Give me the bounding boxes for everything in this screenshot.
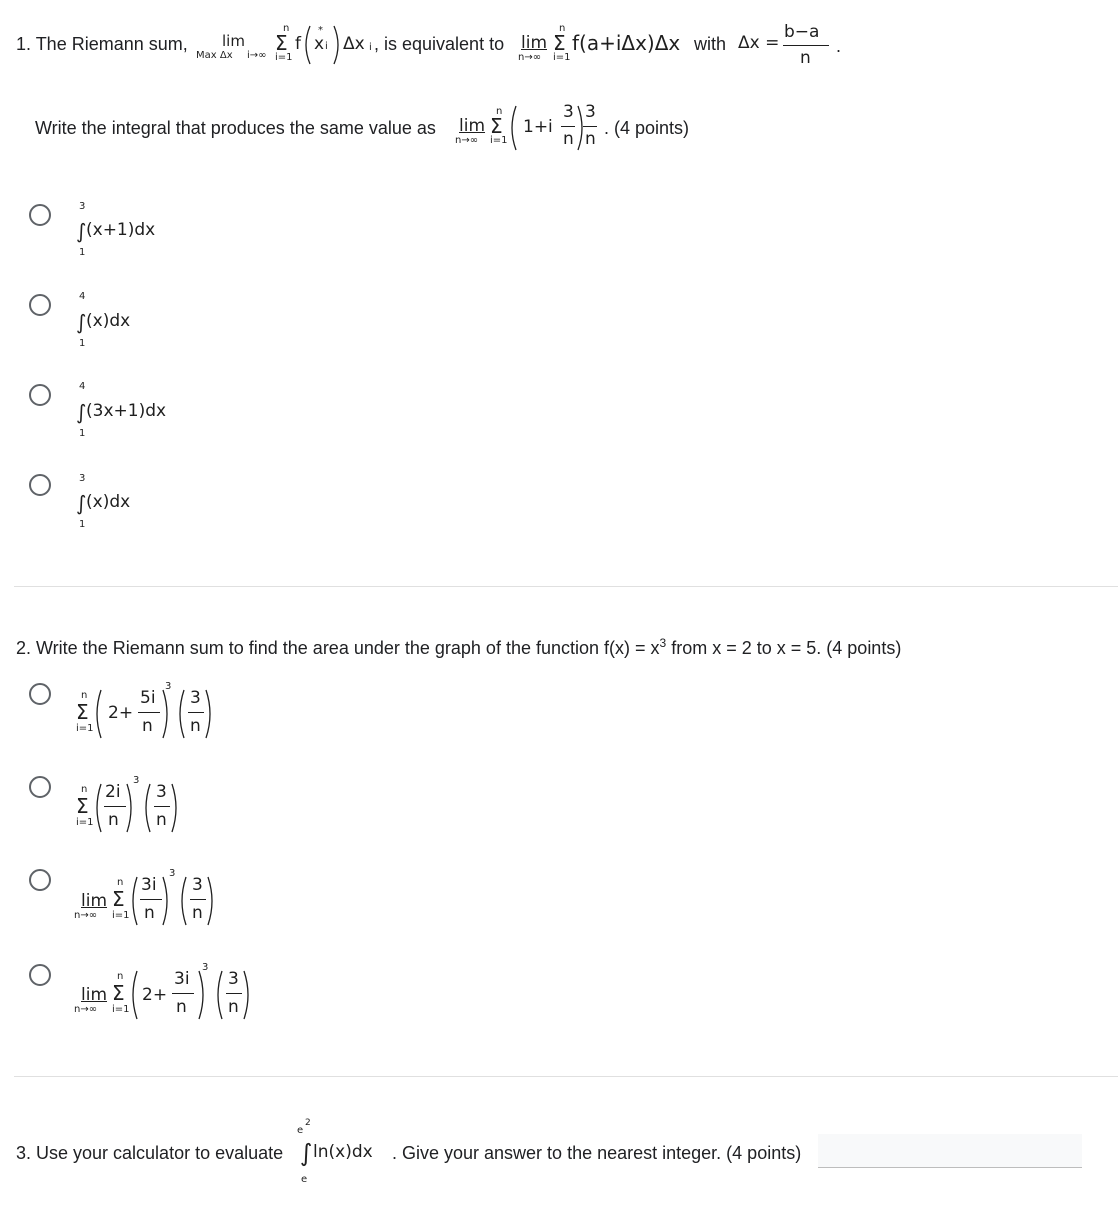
q2-option-4-num: 3i — [174, 969, 190, 989]
q1-sum-index: i=1 — [275, 52, 293, 63]
q2-option-3-lim-sub: n→∞ — [74, 910, 98, 921]
q1-option-4-radio[interactable] — [29, 474, 51, 496]
q1-option-4-integrand: (x)dx — [86, 492, 131, 512]
q2-option-4-n: n — [117, 971, 124, 982]
q2-option-1-den: n — [142, 716, 153, 736]
q2-option-2-sigma: Σ — [76, 794, 89, 818]
q2-option-1-bar — [138, 712, 160, 713]
q2-option-4-pow: 3 — [202, 962, 209, 973]
q2-option-2-wbar — [154, 806, 170, 807]
q1-lim2-sub: n→∞ — [518, 52, 542, 63]
q3-text-before: 3. Use your calculator to evaluate — [16, 1143, 284, 1163]
q1-frac-num: b−a — [784, 22, 820, 42]
q2-option-4-den: n — [176, 997, 187, 1017]
q1-max-label: Max Δx — [196, 50, 233, 61]
q2-option-4-wbar — [226, 993, 242, 994]
q1-with-text: with — [694, 34, 727, 54]
q1-x: x — [314, 34, 325, 54]
q1-option-1-integral-sign: ∫ — [76, 219, 87, 243]
q2-option-2-bar — [104, 806, 126, 807]
q2-option-4-wden: n — [228, 997, 239, 1017]
q1-sum2-n: n — [559, 23, 566, 34]
q1-option-3-lower: 1 — [79, 428, 86, 439]
q1-points: . (4 points) — [604, 118, 690, 138]
q2-option-1-pow: 3 — [165, 681, 172, 692]
q1-sum-sigma: Σ — [275, 31, 288, 55]
q1-lim2-label: lim — [521, 33, 548, 53]
q2-option-2-index: i=1 — [76, 817, 94, 828]
q3-integral-sign: ∫ — [300, 1139, 313, 1167]
q1-dx-eq: Δx = — [738, 33, 780, 53]
q2-option-3-sigma: Σ — [112, 887, 125, 911]
q2-option-4-sigma: Σ — [112, 981, 125, 1005]
q2-option-4-index: i=1 — [112, 1004, 130, 1015]
q2-option-1-num: 5i — [140, 688, 156, 708]
q1-option-3-radio[interactable] — [29, 384, 51, 406]
q1-frac-bar — [783, 45, 829, 46]
q1-frac-den: n — [800, 48, 811, 68]
q3-upper-exp: 2 — [305, 1118, 311, 1128]
q1-f-letter: f — [295, 34, 301, 54]
q2-option-3-wnum: 3 — [192, 875, 203, 895]
q1-option-3-integrand: (3x+1)dx — [86, 401, 167, 421]
q1-expr: f(a+iΔx)Δx — [572, 31, 681, 55]
q2-prompt — [16, 637, 901, 657]
q3-upper: e — [297, 1125, 304, 1136]
q1-option-1-upper: 3 — [79, 201, 86, 212]
q1-dx: Δx — [343, 34, 365, 54]
q2-option-1-sigma: Σ — [76, 700, 89, 724]
q1-sum2-sigma: Σ — [553, 31, 566, 55]
q1-sum3-sigma: Σ — [490, 114, 503, 138]
q2-option-3-bar — [140, 899, 162, 900]
divider-1 — [14, 586, 1118, 587]
q2-option-3-den: n — [144, 903, 155, 923]
q3-integrand: ln(x)dx — [313, 1142, 373, 1162]
q2-option-3-index: i=1 — [112, 910, 130, 921]
q1-option-2-upper: 4 — [79, 291, 86, 302]
q1-option-2-lower: 1 — [79, 338, 86, 349]
q1-frac3-bar — [561, 126, 575, 127]
q1-option-1-integrand: (x+1)dx — [86, 220, 156, 240]
q1-dx-sub: i — [369, 42, 372, 53]
q2-option-4-radio[interactable] — [29, 964, 51, 986]
q2-option-1-wnum: 3 — [190, 688, 201, 708]
q2-option-2-n: n — [81, 784, 88, 795]
q1-frac3b-bar — [583, 126, 597, 127]
q2-option-1-wden: n — [190, 716, 201, 736]
q1-sum3-index: i=1 — [490, 135, 508, 146]
q2-option-3-wbar — [190, 899, 206, 900]
q1-option-1-radio[interactable] — [29, 204, 51, 226]
q3-lower: e — [301, 1174, 308, 1185]
q1-option-4-integral-sign: ∫ — [76, 491, 87, 515]
q1-one-plus-i: 1+i — [523, 117, 553, 137]
q1-lim3-sub: n→∞ — [455, 135, 479, 146]
q1-mid-text: , is equivalent to — [374, 34, 505, 54]
q2-option-3-num: 3i — [141, 875, 157, 895]
q2-text-before: 2. Write the Riemann sum to find the area under the graph of the function f(x) = x — [16, 638, 660, 658]
q1-option-4-lower: 1 — [79, 519, 86, 530]
q1-star: * — [318, 25, 323, 36]
q1-frac3b-den: n — [585, 129, 596, 149]
q1-lim-label: lim — [222, 32, 245, 50]
q2-option-2-den: n — [108, 810, 119, 830]
q1-option-1-lower: 1 — [79, 247, 86, 258]
q1-max-arrow: i→∞ — [247, 50, 267, 61]
q2-option-2-wden: n — [156, 810, 167, 830]
q1-option-2-radio[interactable] — [29, 294, 51, 316]
q1-lim3-label: lim — [459, 116, 486, 136]
q2-text-after: from x = 2 to x = 5. (4 points) — [666, 638, 902, 658]
q2-option-3-wden: n — [192, 903, 203, 923]
q2-option-4-bar — [172, 993, 194, 994]
q2-option-4-wnum: 3 — [228, 969, 239, 989]
q1-sum-n: n — [283, 23, 290, 34]
q2-option-2-num: 2i — [105, 782, 121, 802]
q2-option-4-a: 2+ — [142, 985, 168, 1005]
q1-sum3-n: n — [496, 106, 503, 117]
q3-answer-input[interactable] — [818, 1134, 1082, 1168]
q1-frac3-den: n — [563, 129, 574, 149]
q2-option-1-index: i=1 — [76, 723, 94, 734]
q1-frac3-num: 3 — [563, 102, 574, 122]
q2-option-2-pow: 3 — [133, 775, 140, 786]
q2-option-3-n: n — [117, 877, 124, 888]
q1-frac3b-num: 3 — [585, 102, 596, 122]
q2-option-3-lim: lim — [81, 891, 108, 911]
q2-option-1-n: n — [81, 690, 88, 701]
q2-option-3-pow: 3 — [169, 868, 176, 879]
divider-2 — [14, 1076, 1118, 1077]
q2-option-4-parens — [129, 969, 207, 1021]
q1-option-3-integral-sign: ∫ — [76, 400, 87, 424]
q1-option-2-integral-sign: ∫ — [76, 310, 87, 334]
q2-option-2-wnum: 3 — [156, 782, 167, 802]
q2-exponent: 3 — [659, 636, 667, 650]
q1-period: . — [836, 36, 842, 56]
q3-text-after: . Give your answer to the nearest integer. (4 points) — [392, 1143, 802, 1163]
q2-option-4-lim: lim — [81, 985, 108, 1005]
q1-write-text: Write the integral that produces the same value as — [35, 118, 436, 138]
q2-option-3-radio[interactable] — [29, 869, 51, 891]
q2-option-2-radio[interactable] — [29, 776, 51, 798]
q1-x-sub: i — [325, 41, 328, 52]
q2-option-1-wbar — [188, 712, 204, 713]
q1-sum2-index: i=1 — [553, 52, 571, 63]
q1-option-3-upper: 4 — [79, 381, 86, 392]
q2-option-1-a: 2+ — [108, 703, 134, 723]
q1-option-2-integrand: (x)dx — [86, 311, 131, 331]
q2-option-4-lim-sub: n→∞ — [74, 1004, 98, 1015]
q2-option-1-radio[interactable] — [29, 683, 51, 705]
q1-prefix: 1. The Riemann sum, — [16, 34, 188, 54]
q1-option-4-upper: 3 — [79, 473, 86, 484]
